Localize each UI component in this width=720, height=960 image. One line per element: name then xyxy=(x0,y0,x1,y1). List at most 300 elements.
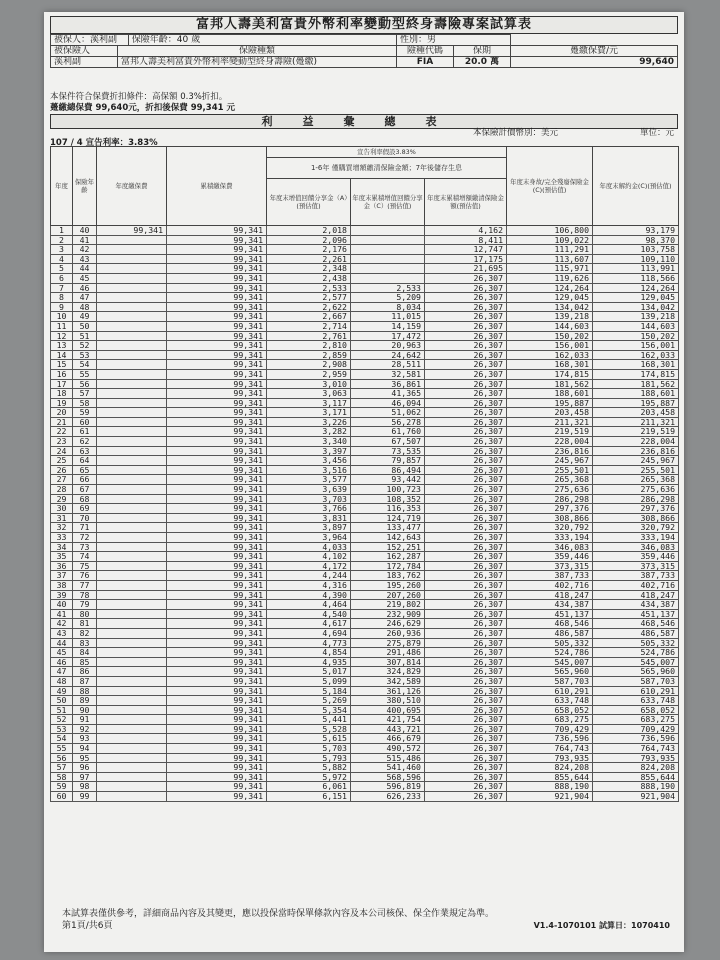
table-cell: 26,307 xyxy=(425,619,507,629)
table-cell: 2,348 xyxy=(267,264,351,274)
header-annual-premium: 年度繳保費 xyxy=(97,147,167,226)
table-cell: 99,341 xyxy=(167,763,267,773)
table-cell xyxy=(97,302,167,312)
table-cell: 3,397 xyxy=(267,446,351,456)
table-cell: 2,908 xyxy=(267,360,351,370)
table-row xyxy=(51,734,679,744)
table-cell: 80 xyxy=(73,609,97,619)
table-row xyxy=(51,696,679,706)
table-cell xyxy=(97,571,167,581)
table-cell xyxy=(97,744,167,754)
table-row xyxy=(51,580,679,590)
table-cell: 172,784 xyxy=(351,561,425,571)
table-cell xyxy=(97,667,167,677)
table-cell: 855,644 xyxy=(593,772,679,782)
table-cell: 297,376 xyxy=(593,504,679,514)
table-cell: 99,341 xyxy=(167,273,267,283)
table-cell: 58 xyxy=(73,398,97,408)
table-cell: 20 xyxy=(51,408,73,418)
table-cell: 5,441 xyxy=(267,715,351,725)
table-cell: 451,137 xyxy=(507,609,593,619)
table-cell: 79 xyxy=(73,600,97,610)
table-cell: 99,341 xyxy=(167,408,267,418)
insured-cell: 被保人：溪利副 xyxy=(51,35,129,46)
table-cell: 26,307 xyxy=(425,446,507,456)
table-cell: 48 xyxy=(51,676,73,686)
table-cell: 26,307 xyxy=(425,417,507,427)
table-cell: 99,341 xyxy=(167,437,267,447)
table-cell: 44 xyxy=(51,638,73,648)
table-cell: 99,341 xyxy=(167,705,267,715)
table-cell: 99,341 xyxy=(167,523,267,533)
table-cell: 568,596 xyxy=(351,772,425,782)
table-cell xyxy=(97,552,167,562)
table-cell: 26,307 xyxy=(425,341,507,351)
table-cell: 181,562 xyxy=(593,379,679,389)
table-cell: 99,341 xyxy=(167,772,267,782)
header-cum-premium: 累積繳保費 xyxy=(167,147,267,226)
table-cell: 320,792 xyxy=(593,523,679,533)
table-cell: 43 xyxy=(51,628,73,638)
table-cell: 92 xyxy=(73,724,97,734)
table-cell: 5,972 xyxy=(267,772,351,782)
table-cell: 55 xyxy=(73,369,97,379)
table-cell: 4,464 xyxy=(267,600,351,610)
table-cell: 709,429 xyxy=(593,724,679,734)
table-cell xyxy=(97,427,167,437)
header-col-a: 年度末增值回饋分享金（A）(預估值) xyxy=(267,179,351,226)
table-cell: 124,264 xyxy=(593,283,679,293)
header-surrender: 年度末解約金(C)(預估值) xyxy=(593,147,679,226)
table-cell: 162,287 xyxy=(351,552,425,562)
table-cell: 26,307 xyxy=(425,696,507,706)
table-cell: 108,352 xyxy=(351,494,425,504)
footer xyxy=(62,908,494,932)
table-cell: 2,438 xyxy=(267,273,351,283)
table-cell: 51 xyxy=(51,705,73,715)
table-cell: 25 xyxy=(51,456,73,466)
table-row xyxy=(51,254,679,264)
table-cell: 524,786 xyxy=(593,648,679,658)
table-cell xyxy=(351,273,425,283)
table-cell: 3,577 xyxy=(267,475,351,485)
table-cell: 14,159 xyxy=(351,321,425,331)
table-cell: 174,815 xyxy=(593,369,679,379)
table-cell: 144,603 xyxy=(593,321,679,331)
table-cell: 524,786 xyxy=(507,648,593,658)
table-cell: 921,904 xyxy=(593,792,679,802)
table-cell xyxy=(97,542,167,552)
table-row xyxy=(51,427,679,437)
table-cell: 99,341 xyxy=(167,696,267,706)
table-cell: 587,703 xyxy=(507,676,593,686)
table-cell: 168,301 xyxy=(507,360,593,370)
table-cell: 2,859 xyxy=(267,350,351,360)
table-row xyxy=(51,475,679,485)
table-cell: 736,596 xyxy=(593,734,679,744)
table-cell: 89 xyxy=(73,696,97,706)
table-cell xyxy=(97,772,167,782)
table-cell: 824,208 xyxy=(593,763,679,773)
table-cell: 2 xyxy=(51,235,73,245)
table-cell: 4,617 xyxy=(267,619,351,629)
table-cell: 124,264 xyxy=(507,283,593,293)
table-cell: 74 xyxy=(73,552,97,562)
table-cell: 152,251 xyxy=(351,542,425,552)
table-cell: 38 xyxy=(51,580,73,590)
disclaimer: 本試算表僅供參考，詳細商品內容及其變更，應以投保當時保單條款內容及本公司核保、保全作業規定為準。 xyxy=(62,909,495,919)
table-cell: 46 xyxy=(73,283,97,293)
table-cell: 99,341 xyxy=(167,379,267,389)
table-cell xyxy=(97,245,167,255)
table-cell xyxy=(97,782,167,792)
table-cell: 402,716 xyxy=(507,580,593,590)
table-cell xyxy=(351,226,425,236)
table-cell: 228,004 xyxy=(593,437,679,447)
table-row xyxy=(51,571,679,581)
table-row xyxy=(51,638,679,648)
table-cell: 66 xyxy=(73,475,97,485)
table-cell: 14 xyxy=(51,350,73,360)
table-cell: 32 xyxy=(51,523,73,533)
table-cell: 260,936 xyxy=(351,628,425,638)
table-cell: 5,017 xyxy=(267,667,351,677)
table-cell: 275,879 xyxy=(351,638,425,648)
illustration-sheet xyxy=(44,12,684,952)
row-name: 溪利副 xyxy=(51,57,118,68)
table-cell: 2,761 xyxy=(267,331,351,341)
table-cell: 359,446 xyxy=(593,552,679,562)
table-cell: 77 xyxy=(73,580,97,590)
table-cell: 4,854 xyxy=(267,648,351,658)
table-cell: 97 xyxy=(73,772,97,782)
table-cell: 26,307 xyxy=(425,580,507,590)
table-cell: 26,307 xyxy=(425,590,507,600)
table-row xyxy=(51,369,679,379)
table-cell: 3,766 xyxy=(267,504,351,514)
table-row xyxy=(51,542,679,552)
table-cell: 124,719 xyxy=(351,513,425,523)
table-cell: 610,291 xyxy=(507,686,593,696)
table-cell: 96 xyxy=(73,763,97,773)
table-cell: 27 xyxy=(51,475,73,485)
table-cell: 99,341 xyxy=(167,542,267,552)
table-cell: 286,298 xyxy=(507,494,593,504)
table-cell: 255,501 xyxy=(507,465,593,475)
table-cell: 32,581 xyxy=(351,369,425,379)
table-cell: 824,208 xyxy=(507,763,593,773)
table-cell: 98,370 xyxy=(593,235,679,245)
table-cell: 56 xyxy=(51,753,73,763)
table-cell xyxy=(351,235,425,245)
table-cell: 133,477 xyxy=(351,523,425,533)
table-cell: 119,626 xyxy=(507,273,593,283)
table-cell: 26,307 xyxy=(425,302,507,312)
summary-banner: 利益彙總表 xyxy=(50,114,678,129)
product-type-label: 保險種類 xyxy=(118,46,397,57)
table-cell: 99,341 xyxy=(167,398,267,408)
table-cell: 86 xyxy=(73,667,97,677)
table-cell: 211,321 xyxy=(593,417,679,427)
table-cell: 99,341 xyxy=(167,389,267,399)
table-cell: 40 xyxy=(51,600,73,610)
table-cell: 82 xyxy=(73,628,97,638)
table-cell xyxy=(97,705,167,715)
table-cell: 33 xyxy=(51,533,73,543)
table-cell xyxy=(97,494,167,504)
table-cell: 84 xyxy=(73,648,97,658)
table-cell: 59 xyxy=(73,408,97,418)
table-cell xyxy=(97,437,167,447)
table-row xyxy=(51,321,679,331)
table-row xyxy=(51,398,679,408)
table-row xyxy=(51,533,679,543)
table-cell: 90 xyxy=(73,705,97,715)
table-row xyxy=(51,389,679,399)
table-row xyxy=(51,437,679,447)
table-cell: 387,733 xyxy=(593,571,679,581)
table-cell: 99,341 xyxy=(167,456,267,466)
table-cell xyxy=(97,293,167,303)
table-row xyxy=(51,273,679,283)
table-cell xyxy=(97,475,167,485)
table-cell: 2,622 xyxy=(267,302,351,312)
table-cell: 109,110 xyxy=(593,254,679,264)
table-cell: 183,762 xyxy=(351,571,425,581)
table-cell: 418,247 xyxy=(593,590,679,600)
table-cell: 2,667 xyxy=(267,312,351,322)
table-cell xyxy=(97,696,167,706)
table-cell: 26,307 xyxy=(425,321,507,331)
table-cell: 188,601 xyxy=(507,389,593,399)
table-cell: 245,967 xyxy=(507,456,593,466)
table-cell: 41 xyxy=(73,235,97,245)
table-cell: 78 xyxy=(73,590,97,600)
table-cell xyxy=(97,273,167,283)
table-cell: 50 xyxy=(51,696,73,706)
table-cell: 2,018 xyxy=(267,226,351,236)
table-cell: 308,866 xyxy=(507,513,593,523)
table-cell: 99,341 xyxy=(167,341,267,351)
table-cell: 26,307 xyxy=(425,715,507,725)
table-cell: 99 xyxy=(73,792,97,802)
table-cell xyxy=(97,504,167,514)
table-cell: 26,307 xyxy=(425,283,507,293)
table-cell: 99,341 xyxy=(167,321,267,331)
table-cell: 203,458 xyxy=(507,408,593,418)
table-cell: 91 xyxy=(73,715,97,725)
table-cell: 28 xyxy=(51,485,73,495)
table-cell: 99,341 xyxy=(167,350,267,360)
table-row xyxy=(51,782,679,792)
table-cell xyxy=(97,379,167,389)
table-cell: 5,703 xyxy=(267,744,351,754)
table-cell: 4,244 xyxy=(267,571,351,581)
table-cell: 150,202 xyxy=(593,331,679,341)
table-cell: 37 xyxy=(51,571,73,581)
table-cell: 31 xyxy=(51,513,73,523)
table-cell xyxy=(97,331,167,341)
table-cell: 486,587 xyxy=(593,628,679,638)
table-row xyxy=(51,753,679,763)
table-cell: 99,341 xyxy=(167,226,267,236)
table-cell: 93 xyxy=(73,734,97,744)
table-cell: 4,162 xyxy=(425,226,507,236)
table-row xyxy=(51,408,679,418)
table-cell: 99,341 xyxy=(167,504,267,514)
table-cell: 4,773 xyxy=(267,638,351,648)
table-row xyxy=(51,513,679,523)
table-cell: 468,546 xyxy=(507,619,593,629)
table-cell: 70 xyxy=(73,513,97,523)
table-cell: 26,307 xyxy=(425,667,507,677)
row-premium: 99,640 xyxy=(511,57,678,68)
table-cell: 286,298 xyxy=(593,494,679,504)
table-cell: 207,260 xyxy=(351,590,425,600)
table-cell: 4,540 xyxy=(267,609,351,619)
table-cell: 596,819 xyxy=(351,782,425,792)
table-cell: 195,260 xyxy=(351,580,425,590)
table-cell: 85 xyxy=(73,657,97,667)
currency-label: 本保險計價幣別：美元 xyxy=(472,128,558,138)
table-cell: 245,967 xyxy=(593,456,679,466)
table-cell: 333,194 xyxy=(593,533,679,543)
table-row xyxy=(51,494,679,504)
table-cell: 26,307 xyxy=(425,734,507,744)
table-cell: 26,307 xyxy=(425,724,507,734)
table-cell: 26,307 xyxy=(425,628,507,638)
table-cell: 275,636 xyxy=(593,485,679,495)
table-cell: 99,341 xyxy=(97,226,167,236)
table-cell: 111,291 xyxy=(507,245,593,255)
table-cell: 17 xyxy=(51,379,73,389)
table-cell: 26,307 xyxy=(425,792,507,802)
table-row xyxy=(51,379,679,389)
table-cell: 99,341 xyxy=(167,734,267,744)
document-title: 富邦人壽美利富貴外幣利率變動型終身壽險專案試算表 xyxy=(50,16,678,34)
table-cell: 57 xyxy=(73,389,97,399)
table-row xyxy=(51,456,679,466)
table-cell: 99,341 xyxy=(167,245,267,255)
table-cell: 4 xyxy=(51,254,73,264)
table-cell: 99,341 xyxy=(167,475,267,485)
table-row xyxy=(51,676,679,686)
table-cell: 17,175 xyxy=(425,254,507,264)
table-cell: 4,316 xyxy=(267,580,351,590)
table-cell: 99,341 xyxy=(167,417,267,427)
table-cell: 6,061 xyxy=(267,782,351,792)
table-cell: 3,010 xyxy=(267,379,351,389)
table-cell: 99,341 xyxy=(167,638,267,648)
table-row xyxy=(51,293,679,303)
table-cell: 99,341 xyxy=(167,657,267,667)
table-cell: 95 xyxy=(73,753,97,763)
table-cell xyxy=(97,465,167,475)
table-cell xyxy=(97,389,167,399)
table-cell: 402,716 xyxy=(593,580,679,590)
table-cell: 181,562 xyxy=(507,379,593,389)
table-cell: 99,341 xyxy=(167,312,267,322)
table-cell: 626,233 xyxy=(351,792,425,802)
table-cell: 736,596 xyxy=(507,734,593,744)
table-cell: 265,368 xyxy=(593,475,679,485)
table-cell: 793,935 xyxy=(507,753,593,763)
table-cell: 5,354 xyxy=(267,705,351,715)
table-row xyxy=(51,667,679,677)
table-row xyxy=(51,523,679,533)
table-cell xyxy=(97,676,167,686)
table-cell: 4,172 xyxy=(267,561,351,571)
table-cell: 11 xyxy=(51,321,73,331)
table-cell: 486,587 xyxy=(507,628,593,638)
table-cell: 99,341 xyxy=(167,494,267,504)
table-cell: 26,307 xyxy=(425,676,507,686)
table-cell: 115,971 xyxy=(507,264,593,274)
table-cell: 168,301 xyxy=(593,360,679,370)
table-cell: 5,793 xyxy=(267,753,351,763)
table-cell: 610,291 xyxy=(593,686,679,696)
table-cell: 342,589 xyxy=(351,676,425,686)
table-cell: 106,800 xyxy=(507,226,593,236)
table-cell: 3,171 xyxy=(267,408,351,418)
table-cell: 5,099 xyxy=(267,676,351,686)
table-cell: 633,748 xyxy=(593,696,679,706)
table-row xyxy=(51,264,679,274)
table-cell: 2,176 xyxy=(267,245,351,255)
table-cell: 359,446 xyxy=(507,552,593,562)
table-cell: 116,353 xyxy=(351,504,425,514)
table-cell: 26,307 xyxy=(425,369,507,379)
table-cell: 62 xyxy=(73,437,97,447)
table-cell: 99,341 xyxy=(167,744,267,754)
table-cell: 5 xyxy=(51,264,73,274)
table-cell: 8,411 xyxy=(425,235,507,245)
table-cell: 26,307 xyxy=(425,772,507,782)
table-cell: 373,315 xyxy=(507,561,593,571)
table-cell: 99,341 xyxy=(167,590,267,600)
table-cell: 26,307 xyxy=(425,350,507,360)
table-cell: 98 xyxy=(73,782,97,792)
table-cell: 99,341 xyxy=(167,782,267,792)
table-cell: 26,307 xyxy=(425,763,507,773)
table-row xyxy=(51,619,679,629)
table-cell: 99,341 xyxy=(167,792,267,802)
table-cell: 49 xyxy=(51,686,73,696)
table-row xyxy=(51,763,679,773)
table-row xyxy=(51,302,679,312)
table-cell: 709,429 xyxy=(507,724,593,734)
table-cell: 129,045 xyxy=(593,293,679,303)
table-cell: 545,007 xyxy=(507,657,593,667)
table-cell xyxy=(97,561,167,571)
unit-label: 單位：元 xyxy=(639,128,674,138)
table-row xyxy=(51,331,679,341)
table-cell: 134,042 xyxy=(593,302,679,312)
page-number: 第1頁/共6頁 xyxy=(62,921,113,931)
table-cell: 888,190 xyxy=(507,782,593,792)
table-cell: 26,307 xyxy=(425,782,507,792)
table-cell: 174,815 xyxy=(507,369,593,379)
table-cell: 99,341 xyxy=(167,485,267,495)
table-cell: 3,831 xyxy=(267,513,351,523)
table-cell: 683,275 xyxy=(593,715,679,725)
table-cell: 400,695 xyxy=(351,705,425,715)
table-cell: 156,001 xyxy=(507,341,593,351)
table-cell: 434,387 xyxy=(507,600,593,610)
table-cell: 26,307 xyxy=(425,389,507,399)
table-cell: 73 xyxy=(73,542,97,552)
table-row xyxy=(51,283,679,293)
